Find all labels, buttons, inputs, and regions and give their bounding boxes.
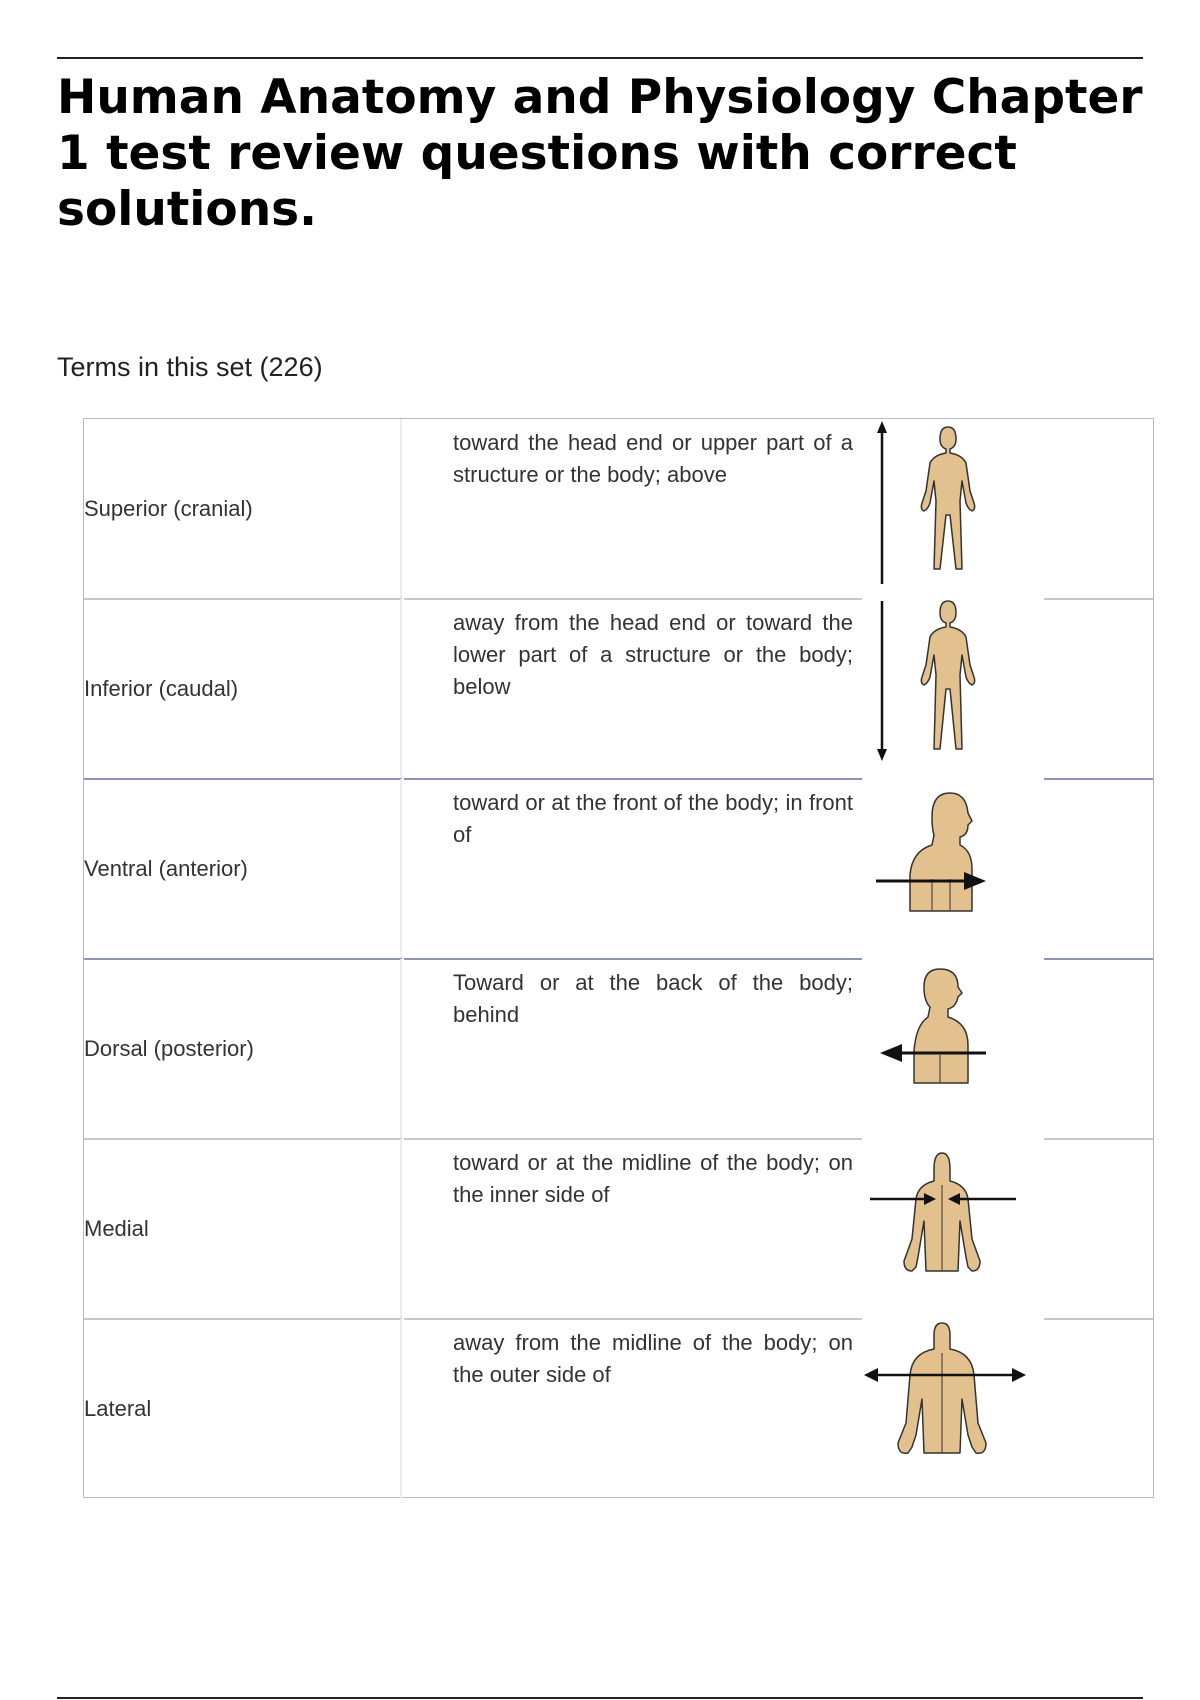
inferior-direction-figure-icon bbox=[862, 599, 1042, 779]
terms-table bbox=[83, 418, 1154, 1498]
top-rule bbox=[57, 57, 1143, 59]
medial-direction-figure-icon bbox=[862, 1139, 1042, 1319]
term-row-superior[interactable] bbox=[84, 419, 1153, 599]
superior-direction-figure-icon bbox=[862, 419, 1042, 599]
term-cell: Dorsal (posterior) bbox=[84, 959, 402, 1139]
definition-cell: toward or at the front of the body; in front of bbox=[453, 790, 853, 847]
term-row-medial[interactable] bbox=[84, 1139, 1153, 1319]
lateral-direction-figure-icon bbox=[862, 1319, 1042, 1499]
term-row-ventral[interactable] bbox=[84, 779, 1153, 959]
term-row-lateral[interactable] bbox=[84, 1319, 1153, 1499]
term-row-dorsal[interactable] bbox=[84, 959, 1153, 1139]
term-cell: Superior (cranial) bbox=[84, 419, 402, 599]
term-cell: Inferior (caudal) bbox=[84, 599, 402, 779]
document-title: Human Anatomy and Physiology Chapter 1 test review questions with correct solutions. bbox=[57, 70, 1143, 237]
definition-cell: toward the head end or upper part of a structure or the body; above bbox=[453, 430, 853, 487]
term-row-inferior[interactable] bbox=[84, 599, 1153, 779]
definition-cell: Toward or at the back of the body; behind bbox=[453, 970, 853, 1027]
term-cell: Medial bbox=[84, 1139, 402, 1319]
dorsal-direction-figure-icon bbox=[862, 959, 1042, 1139]
term-cell: Lateral bbox=[84, 1319, 402, 1499]
definition-cell: away from the midline of the body; on the outer side of bbox=[453, 1330, 853, 1387]
definition-cell: away from the head end or toward the lower part of a structure or the body; below bbox=[453, 610, 853, 699]
terms-count: Terms in this set (226) bbox=[57, 352, 323, 382]
bottom-rule bbox=[57, 1697, 1143, 1699]
ventral-direction-figure-icon bbox=[862, 779, 1042, 959]
term-cell: Ventral (anterior) bbox=[84, 779, 402, 959]
definition-cell: toward or at the midline of the body; on the inner side of bbox=[453, 1150, 853, 1207]
